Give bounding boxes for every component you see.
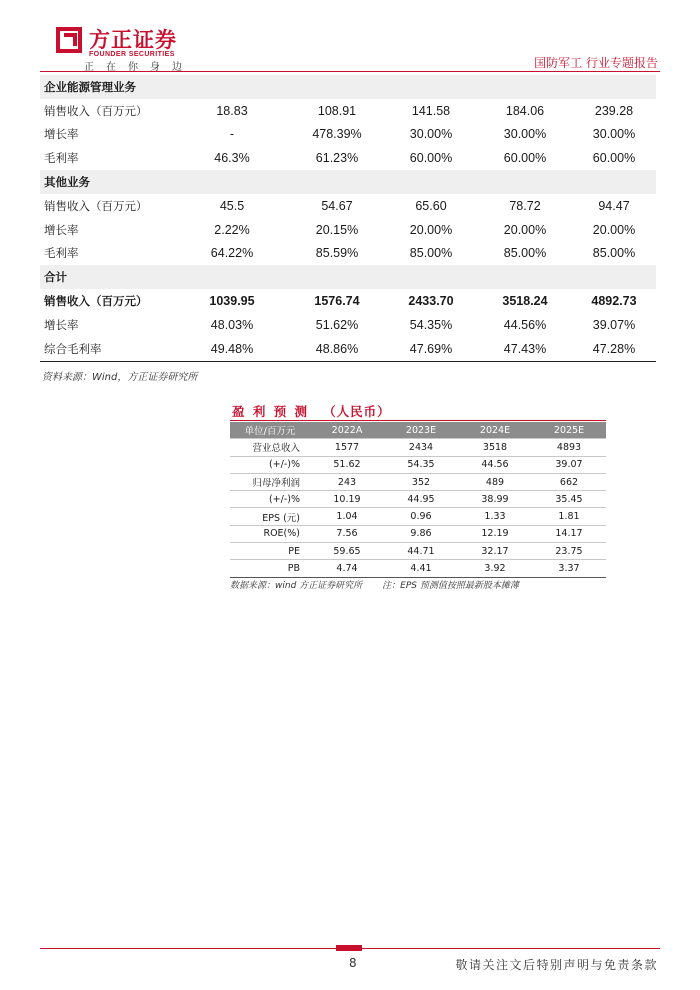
forecast-value: 32.17 — [458, 543, 532, 560]
section-header-row — [40, 75, 656, 99]
forecast-value: 4.74 — [310, 560, 384, 577]
row-label: 毛利率 — [44, 246, 79, 261]
row-value: 20.00% — [503, 222, 547, 237]
row-value: 61.23% — [315, 151, 359, 166]
forecast-title-text: 盈 利 预 测 — [232, 404, 310, 419]
forecast-header-cell: 2024E — [458, 422, 532, 439]
forecast-unit: （人民币） — [323, 404, 391, 419]
row-value: 49.48% — [174, 337, 290, 361]
forecast-header-cell: 2022A — [310, 422, 384, 439]
table-row — [40, 123, 656, 147]
forecast-value: 14.17 — [532, 525, 606, 542]
row-value: 239.28 — [594, 103, 634, 118]
row-label: 增长率 — [44, 317, 79, 332]
row-value: 478.39% — [312, 127, 362, 142]
row-value: 85.00% — [592, 246, 636, 261]
row-value: 45.5 — [219, 198, 245, 213]
forecast-value: 1.04 — [310, 508, 384, 525]
forecast-value: 4.41 — [384, 560, 458, 577]
forecast-value: 1.81 — [532, 508, 606, 525]
row-label: 增长率 — [44, 127, 79, 142]
forecast-value: 23.75 — [532, 543, 606, 560]
row-label: 销售收入（百万元） — [44, 294, 148, 309]
row-label: 销售收入（百万元） — [44, 103, 148, 118]
row-value: 47.69% — [384, 337, 478, 361]
row-value: 48.03% — [210, 317, 254, 332]
forecast-row-label: (+/-)% — [230, 456, 310, 473]
row-value: 30.00% — [592, 127, 636, 142]
forecast-value: 44.71 — [384, 543, 458, 560]
row-value: 184.06 — [505, 103, 545, 118]
row-value: - — [229, 127, 235, 142]
forecast-value: 662 — [532, 473, 606, 490]
row-value: 3518.24 — [502, 294, 548, 309]
forecast-row-label: 归母净利润 — [230, 473, 310, 490]
row-value: 4892.73 — [591, 294, 637, 309]
forecast-row — [230, 543, 606, 560]
row-value: 65.60 — [415, 198, 447, 213]
row-value: 2433.70 — [408, 294, 454, 309]
forecast-value: 39.07 — [532, 456, 606, 473]
section-header-row — [40, 265, 656, 289]
row-value: 60.00% — [503, 151, 547, 166]
forecast-value: 44.95 — [384, 491, 458, 508]
row-value: 108.91 — [317, 103, 357, 118]
section-title: 企业能源管理业务 — [40, 75, 656, 99]
table-row — [40, 337, 656, 361]
forecast-value: 9.86 — [384, 525, 458, 542]
row-value: 30.00% — [409, 127, 453, 142]
forecast-row — [230, 525, 606, 542]
table-row — [40, 99, 656, 123]
forecast-value: 243 — [310, 473, 384, 490]
forecast-value: 0.96 — [384, 508, 458, 525]
forecast-title-divider — [230, 420, 606, 421]
forecast-row-label: PE — [230, 543, 310, 560]
footer-accent-mark — [336, 945, 362, 951]
forecast-value: 4893 — [532, 439, 606, 456]
forecast-row — [230, 456, 606, 473]
forecast-value: 54.35 — [384, 456, 458, 473]
row-value: 78.72 — [509, 198, 541, 213]
row-value: 20.00% — [409, 222, 453, 237]
table-row — [40, 242, 656, 266]
forecast-value: 1.33 — [458, 508, 532, 525]
forecast-source — [230, 578, 519, 591]
forecast-row-label: EPS (元) — [230, 508, 310, 525]
row-label: 增长率 — [44, 222, 79, 237]
forecast-value: 489 — [458, 473, 532, 490]
row-value: 54.35% — [409, 317, 453, 332]
section-title: 其他业务 — [40, 170, 656, 194]
footer-disclaimer: 敬请关注文后特别声明与免责条款 — [455, 958, 658, 972]
row-value: 44.56% — [503, 317, 547, 332]
forecast-header-row — [230, 422, 606, 439]
table-row — [40, 313, 656, 337]
slogan: 正在你身边 — [84, 62, 194, 73]
forecast-value: 3.92 — [458, 560, 532, 577]
row-value: 2.22% — [214, 222, 250, 237]
logo-english-name: FOUNDER SECURITIES — [89, 51, 175, 58]
row-value: 85.59% — [315, 246, 359, 261]
table-source: 资料来源：Wind，方正证券研究所 — [42, 372, 198, 383]
table-row — [40, 146, 656, 170]
row-value: 30.00% — [503, 127, 547, 142]
forecast-table-body — [230, 422, 606, 577]
segment-revenue-table — [40, 75, 656, 362]
table-row — [40, 194, 656, 218]
section-header-row — [40, 170, 656, 194]
forecast-source-text: 数据来源：wind 方正证券研究所 — [230, 581, 363, 591]
logo-chinese-name: 方正证券 — [89, 28, 177, 52]
segment-table-body — [40, 75, 656, 361]
forecast-row — [230, 560, 606, 577]
report-category: 国防军工 行业专题报告 — [534, 56, 658, 70]
row-value: 54.67 — [321, 198, 353, 213]
row-value: 94.47 — [598, 198, 630, 213]
forecast-note: 注：EPS 预测值按照最新股本摊薄 — [382, 581, 519, 591]
row-value: 64.22% — [210, 246, 254, 261]
forecast-value: 1577 — [310, 439, 384, 456]
forecast-header-cell: 2025E — [532, 422, 606, 439]
header-divider — [40, 71, 660, 72]
row-value: 51.62% — [315, 317, 359, 332]
forecast-row — [230, 508, 606, 525]
row-value: 20.15% — [315, 222, 359, 237]
forecast-value: 10.19 — [310, 491, 384, 508]
forecast-row-label: PB — [230, 560, 310, 577]
founder-logo-mark-icon — [55, 26, 83, 54]
forecast-row-label: (+/-)% — [230, 491, 310, 508]
row-value: 18.83 — [216, 103, 248, 118]
row-value: 39.07% — [592, 317, 636, 332]
table-row — [40, 218, 656, 242]
forecast-row-label: 营业总收入 — [230, 439, 310, 456]
row-value: 85.00% — [503, 246, 547, 261]
row-label: 毛利率 — [44, 151, 79, 166]
forecast-value: 12.19 — [458, 525, 532, 542]
forecast-value: 2434 — [384, 439, 458, 456]
row-value: 48.86% — [290, 337, 384, 361]
forecast-value: 44.56 — [458, 456, 532, 473]
section-title: 合计 — [40, 265, 656, 289]
page-number: 8 — [349, 956, 357, 970]
row-value: 1039.95 — [209, 294, 255, 309]
row-label: 销售收入（百万元） — [44, 198, 148, 213]
forecast-value: 51.62 — [310, 456, 384, 473]
row-value: 141.58 — [411, 103, 451, 118]
row-value: 47.43% — [478, 337, 572, 361]
row-value: 20.00% — [592, 222, 636, 237]
forecast-value: 35.45 — [532, 491, 606, 508]
forecast-value: 38.99 — [458, 491, 532, 508]
forecast-value: 59.65 — [310, 543, 384, 560]
forecast-title — [232, 402, 391, 420]
forecast-header-cell: 2023E — [384, 422, 458, 439]
forecast-value: 3.37 — [532, 560, 606, 577]
row-value: 1576.74 — [314, 294, 360, 309]
row-label: 综合毛利率 — [40, 337, 174, 361]
forecast-value: 3518 — [458, 439, 532, 456]
row-value: 85.00% — [409, 246, 453, 261]
row-value: 47.28% — [572, 337, 656, 361]
forecast-row-label: ROE(%) — [230, 525, 310, 542]
profit-forecast-table — [230, 422, 606, 578]
forecast-value: 352 — [384, 473, 458, 490]
table-row — [40, 289, 656, 313]
forecast-row — [230, 491, 606, 508]
forecast-value: 7.56 — [310, 525, 384, 542]
row-value: 60.00% — [409, 151, 453, 166]
row-value: 60.00% — [592, 151, 636, 166]
forecast-row — [230, 473, 606, 490]
forecast-row — [230, 439, 606, 456]
row-value: 46.3% — [214, 151, 250, 166]
forecast-header-cell: 单位/百万元 — [230, 422, 310, 439]
